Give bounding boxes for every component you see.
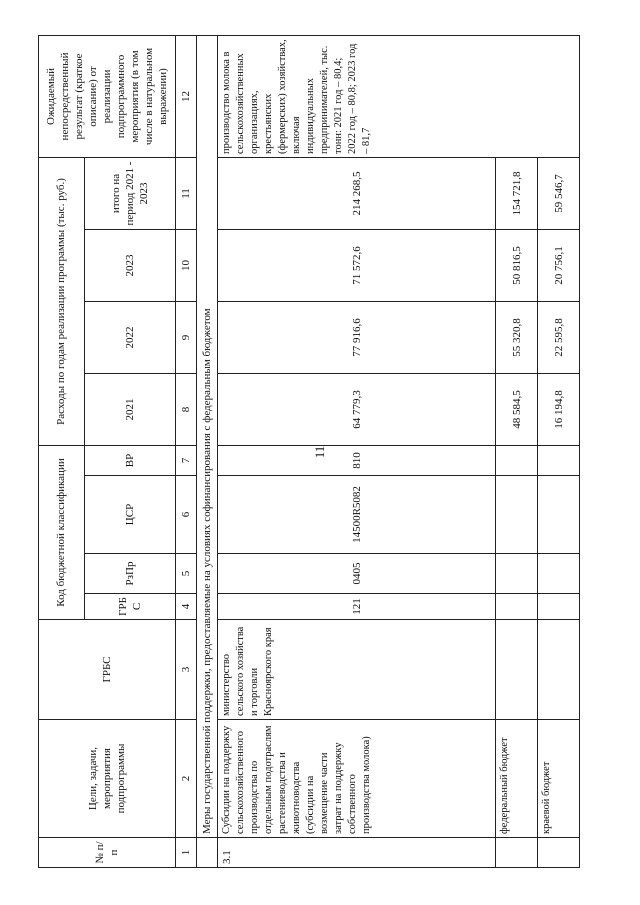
row-name: Субсидии на поддержку сельскохозяйственного производства по отдельным подотраслям растениеводства и животноводства (субсидии на возмещение части затрат на поддержку собственного производства молока) bbox=[218, 720, 496, 838]
regional-num-cell bbox=[538, 838, 580, 868]
federal-2022: 55 320,8 bbox=[496, 301, 538, 373]
regional-rzpr-cell bbox=[538, 554, 580, 594]
column-number-8: 8 bbox=[176, 373, 197, 445]
column-number-10: 10 bbox=[176, 229, 197, 301]
regional-grbs-code-cell bbox=[538, 594, 580, 620]
federal-csr-cell bbox=[496, 476, 538, 554]
federal-vr-cell bbox=[496, 445, 538, 475]
regional-total: 59 546,7 bbox=[538, 157, 580, 229]
federal-2021: 48 584,5 bbox=[496, 373, 538, 445]
header-csr: ЦСР bbox=[84, 476, 176, 554]
row-rzpr: 0405 bbox=[218, 554, 496, 594]
header-result: Ожидаемый непосредственный результат (краткое описание) от реализации подпрограммного мероприятия (в том числе в натуральном выражении) bbox=[39, 35, 176, 157]
header-num: № п/п bbox=[39, 838, 176, 868]
regional-csr-cell bbox=[538, 476, 580, 554]
regional-2021: 16 194,8 bbox=[538, 373, 580, 445]
header-2023: 2023 bbox=[84, 229, 176, 301]
header-budget-code: Код бюджетной классификации bbox=[39, 445, 85, 619]
row-total: 214 268,5 bbox=[218, 157, 496, 229]
row-grbs-code: 121 bbox=[218, 594, 496, 620]
page-number: 11 bbox=[312, 445, 327, 459]
row-vr: 810 bbox=[218, 445, 496, 475]
regional-2023: 20 756,1 bbox=[538, 229, 580, 301]
regional-2022: 22 595,8 bbox=[538, 301, 580, 373]
federal-2023: 50 816,5 bbox=[496, 229, 538, 301]
column-number-3: 3 bbox=[176, 620, 197, 720]
row-num: 3.1 bbox=[218, 838, 496, 868]
header-2021: 2021 bbox=[84, 373, 176, 445]
federal-label: федеральный бюджет bbox=[496, 720, 538, 838]
column-number-1: 1 bbox=[176, 838, 197, 868]
header-2022: 2022 bbox=[84, 301, 176, 373]
header-grbs-short: ГРБ С bbox=[84, 594, 176, 620]
federal-total: 154 721,8 bbox=[496, 157, 538, 229]
rotated-table-container bbox=[38, 36, 580, 868]
row-grbs: министерство сельского хозяйства и торговли Красноярского края bbox=[218, 620, 496, 720]
row-2022: 77 916,6 bbox=[218, 301, 496, 373]
regional-grbs-cell bbox=[538, 620, 580, 720]
column-number-6: 6 bbox=[176, 476, 197, 554]
program-table bbox=[38, 35, 580, 868]
header-rzpr: РзПр bbox=[84, 554, 176, 594]
section-title: Меры государственной поддержки, предоставляемые на условиях софинансирования с федеральным бюджетом bbox=[197, 35, 218, 837]
header-expenses: Расходы по годам реализации программы (тыс. руб.) bbox=[39, 157, 85, 445]
regional-vr-cell bbox=[538, 445, 580, 475]
header-grbs: ГРБС bbox=[39, 620, 176, 720]
header-vr: ВР bbox=[84, 445, 176, 475]
regional-label: краевой бюджет bbox=[538, 720, 580, 838]
column-number-4: 4 bbox=[176, 594, 197, 620]
federal-grbs-code-cell bbox=[496, 594, 538, 620]
column-number-9: 9 bbox=[176, 301, 197, 373]
federal-grbs-cell bbox=[496, 620, 538, 720]
column-number-2: 2 bbox=[176, 720, 197, 838]
section-num-cell bbox=[197, 838, 218, 868]
column-number-7: 7 bbox=[176, 445, 197, 475]
row-2023: 71 572,6 bbox=[218, 229, 496, 301]
row-csr: 14500R5082 bbox=[218, 476, 496, 554]
federal-num-cell bbox=[496, 838, 538, 868]
column-number-12: 12 bbox=[176, 35, 197, 157]
header-goals: Цели, задачи, мероприятия подпрограммы bbox=[39, 720, 176, 838]
column-number-5: 5 bbox=[176, 554, 197, 594]
column-number-11: 11 bbox=[176, 157, 197, 229]
row-result: производство молока в сельскохозяйственных организациях, крестьянских (фермерских) хозяйствах, включая индивидуальных предпринимателей, тыс. тонн: 2021 год – 80,4; 2022 год – 80,8; 2023 год – 81,7 bbox=[218, 35, 580, 157]
header-total: итого на период 2021 - 2023 bbox=[84, 157, 176, 229]
federal-rzpr-cell bbox=[496, 554, 538, 594]
row-2021: 64 779,3 bbox=[218, 373, 496, 445]
